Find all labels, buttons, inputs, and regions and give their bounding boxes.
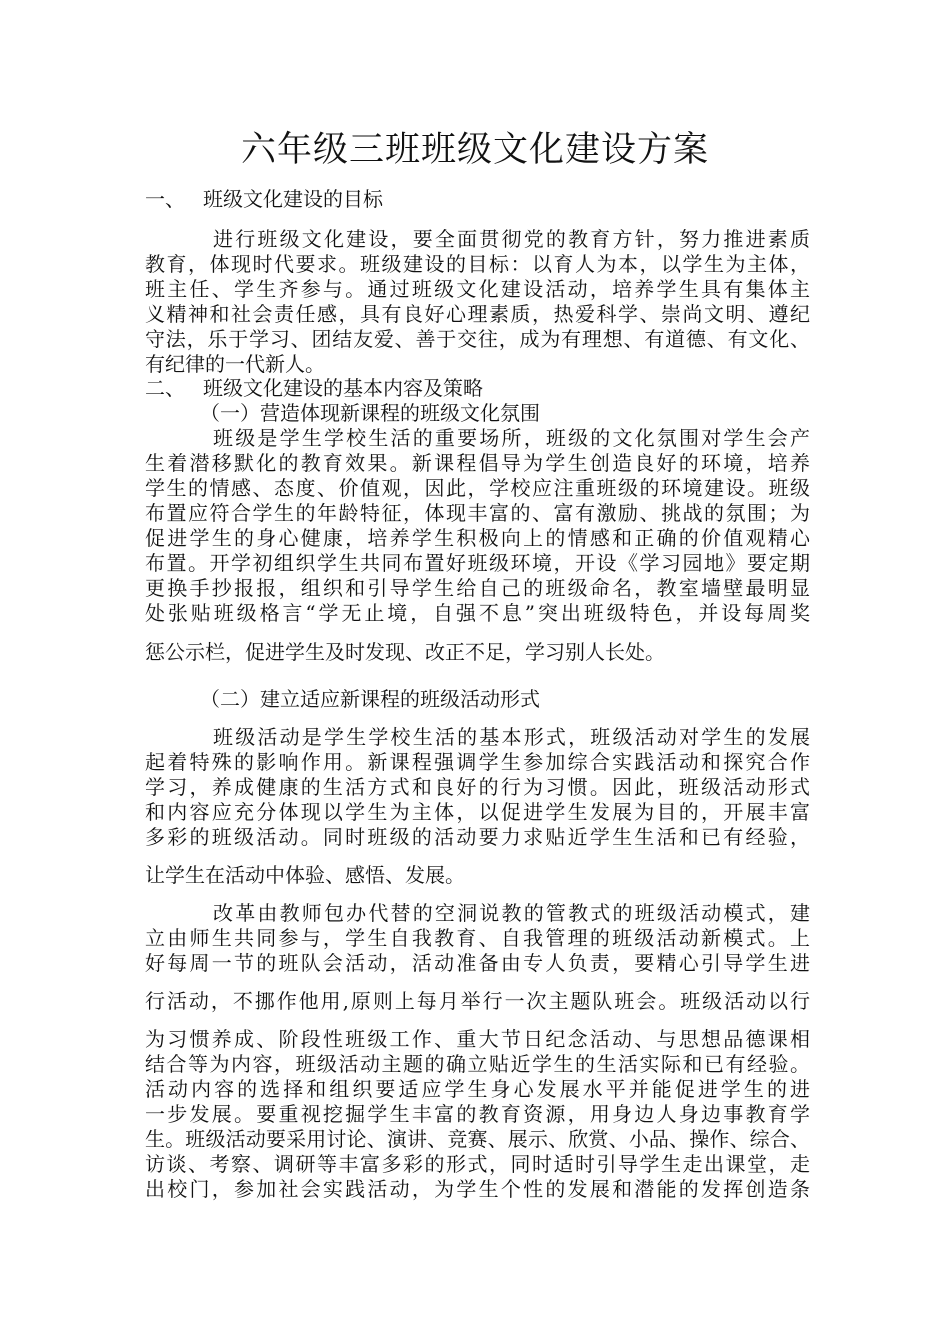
section-title: 班级文化建设的目标	[203, 187, 383, 211]
paragraph-line: 促进学生的身心健康，培养学生积极向上的情感和正确的价值观精心	[145, 526, 810, 550]
paragraph-line: 处张贴班级格言“学无止境，自强不息”突出班级特色，并设每周奖	[145, 601, 810, 625]
section-heading-2	[145, 375, 810, 401]
paragraph-line: 访谈、考察、调研等丰富多彩的形式，同时适时引导学生走出课堂，走	[145, 1152, 810, 1176]
paragraph-line: 活动内容的选择和组织要适应学生身心发展水平并能促进学生的进	[145, 1077, 810, 1101]
paragraph-line: 为习惯养成、阶段性班级工作、重大节日纪念活动、与思想品德课相	[145, 1027, 810, 1051]
paragraph-line: 布置应符合学生的年龄特征，体现丰富的、富有激励、挑战的氛围；为	[145, 501, 810, 525]
paragraph-line: 进行班级文化建设，要全面贯彻党的教育方针，努力推进素质	[213, 227, 810, 251]
section-title: 班级文化建设的基本内容及策略	[203, 376, 483, 400]
paragraph-line: 好每周一节的班队会活动，活动准备由专人负责，要精心引导学生进	[145, 951, 810, 975]
paragraph-line: 多彩的班级活动。同时班级的活动要力求贴近学生生活和已有经验，	[145, 825, 810, 849]
paragraph-line: 学习，养成健康的生活方式和良好的行为习惯。因此，班级活动形式	[145, 775, 810, 799]
paragraph-line: 行活动，不挪作他用,原则上每月举行一次主题队班会。班级活动以行	[145, 989, 810, 1013]
section-heading-1	[145, 186, 810, 212]
paragraph-line: 起着特殊的影响作用。新课程强调学生参加综合实践活动和探究合作	[145, 750, 810, 774]
paragraph-line: 班级活动是学生学校生活的基本形式，班级活动对学生的发展	[213, 725, 810, 749]
document-title: 六年级三班班级文化建设方案	[240, 130, 709, 170]
paragraph-line: 惩公示栏，促进学生及时发现、改正不足，学习别人长处。	[145, 640, 665, 664]
paragraph-line: 有纪律的一代新人。	[145, 352, 325, 376]
paragraph-line: 教育，体现时代要求。班级建设的目标：以育人为本，以学生为主体，	[145, 252, 810, 276]
paragraph-line: 班主任、学生齐参与。通过班级文化建设活动，培养学生具有集体主	[145, 277, 810, 301]
paragraph-line: 一步发展。要重视挖掘学生丰富的教育资源，用身边人身边事教育学	[145, 1102, 810, 1126]
paragraph-line: 班级是学生学校生活的重要场所，班级的文化氛围对学生会产	[213, 426, 810, 450]
paragraph-line: 更换手抄报报，组织和引导学生给自己的班级命名，教室墙壁最明显	[145, 576, 810, 600]
section-number: 二、	[145, 376, 185, 400]
paragraph-line: 生着潜移默化的教育效果。新课程倡导为学生创造良好的环境，培养	[145, 451, 810, 475]
paragraph-line: 学生的情感、态度、价值观，因此，学校应注重班级的环境建设。班级	[145, 476, 810, 500]
paragraph-line: 守法，乐于学习、团结友爱、善于交往，成为有理想、有道德、有文化、	[145, 327, 810, 351]
paragraph-line: 结合等为内容，班级活动主题的确立贴近学生的生活实际和已有经验。	[145, 1052, 810, 1076]
paragraph-line: 改革由教师包办代替的空洞说教的管教式的班级活动模式，建	[213, 901, 810, 925]
paragraph-line: 和内容应充分体现以学生为主体，以促进学生发展为目的，开展丰富	[145, 800, 810, 824]
paragraph-line: 立由师生共同参与，学生自我教育、自我管理的班级活动新模式。上	[145, 926, 810, 950]
section-number: 一、	[145, 187, 185, 211]
paragraph-line: 生。班级活动要采用讨论、演讲、竞赛、展示、欣赏、小品、操作、综合、	[145, 1127, 810, 1151]
paragraph-line: 出校门，参加社会实践活动，为学生个性的发展和潜能的发挥创造条	[145, 1177, 810, 1201]
paragraph-line: 义精神和社会责任感，具有良好心理素质，热爱科学、崇尚文明、遵纪	[145, 302, 810, 326]
paragraph-line: 布置。开学初组织学生共同布置好班级环境，开设《学习园地》要定期	[145, 551, 810, 575]
subsection-heading-1: （一）营造体现新课程的班级文化氛围	[200, 401, 540, 425]
paragraph-line: 让学生在活动中体验、感悟、发展。	[145, 863, 465, 887]
subsection-heading-2: （二）建立适应新课程的班级活动形式	[200, 687, 540, 711]
